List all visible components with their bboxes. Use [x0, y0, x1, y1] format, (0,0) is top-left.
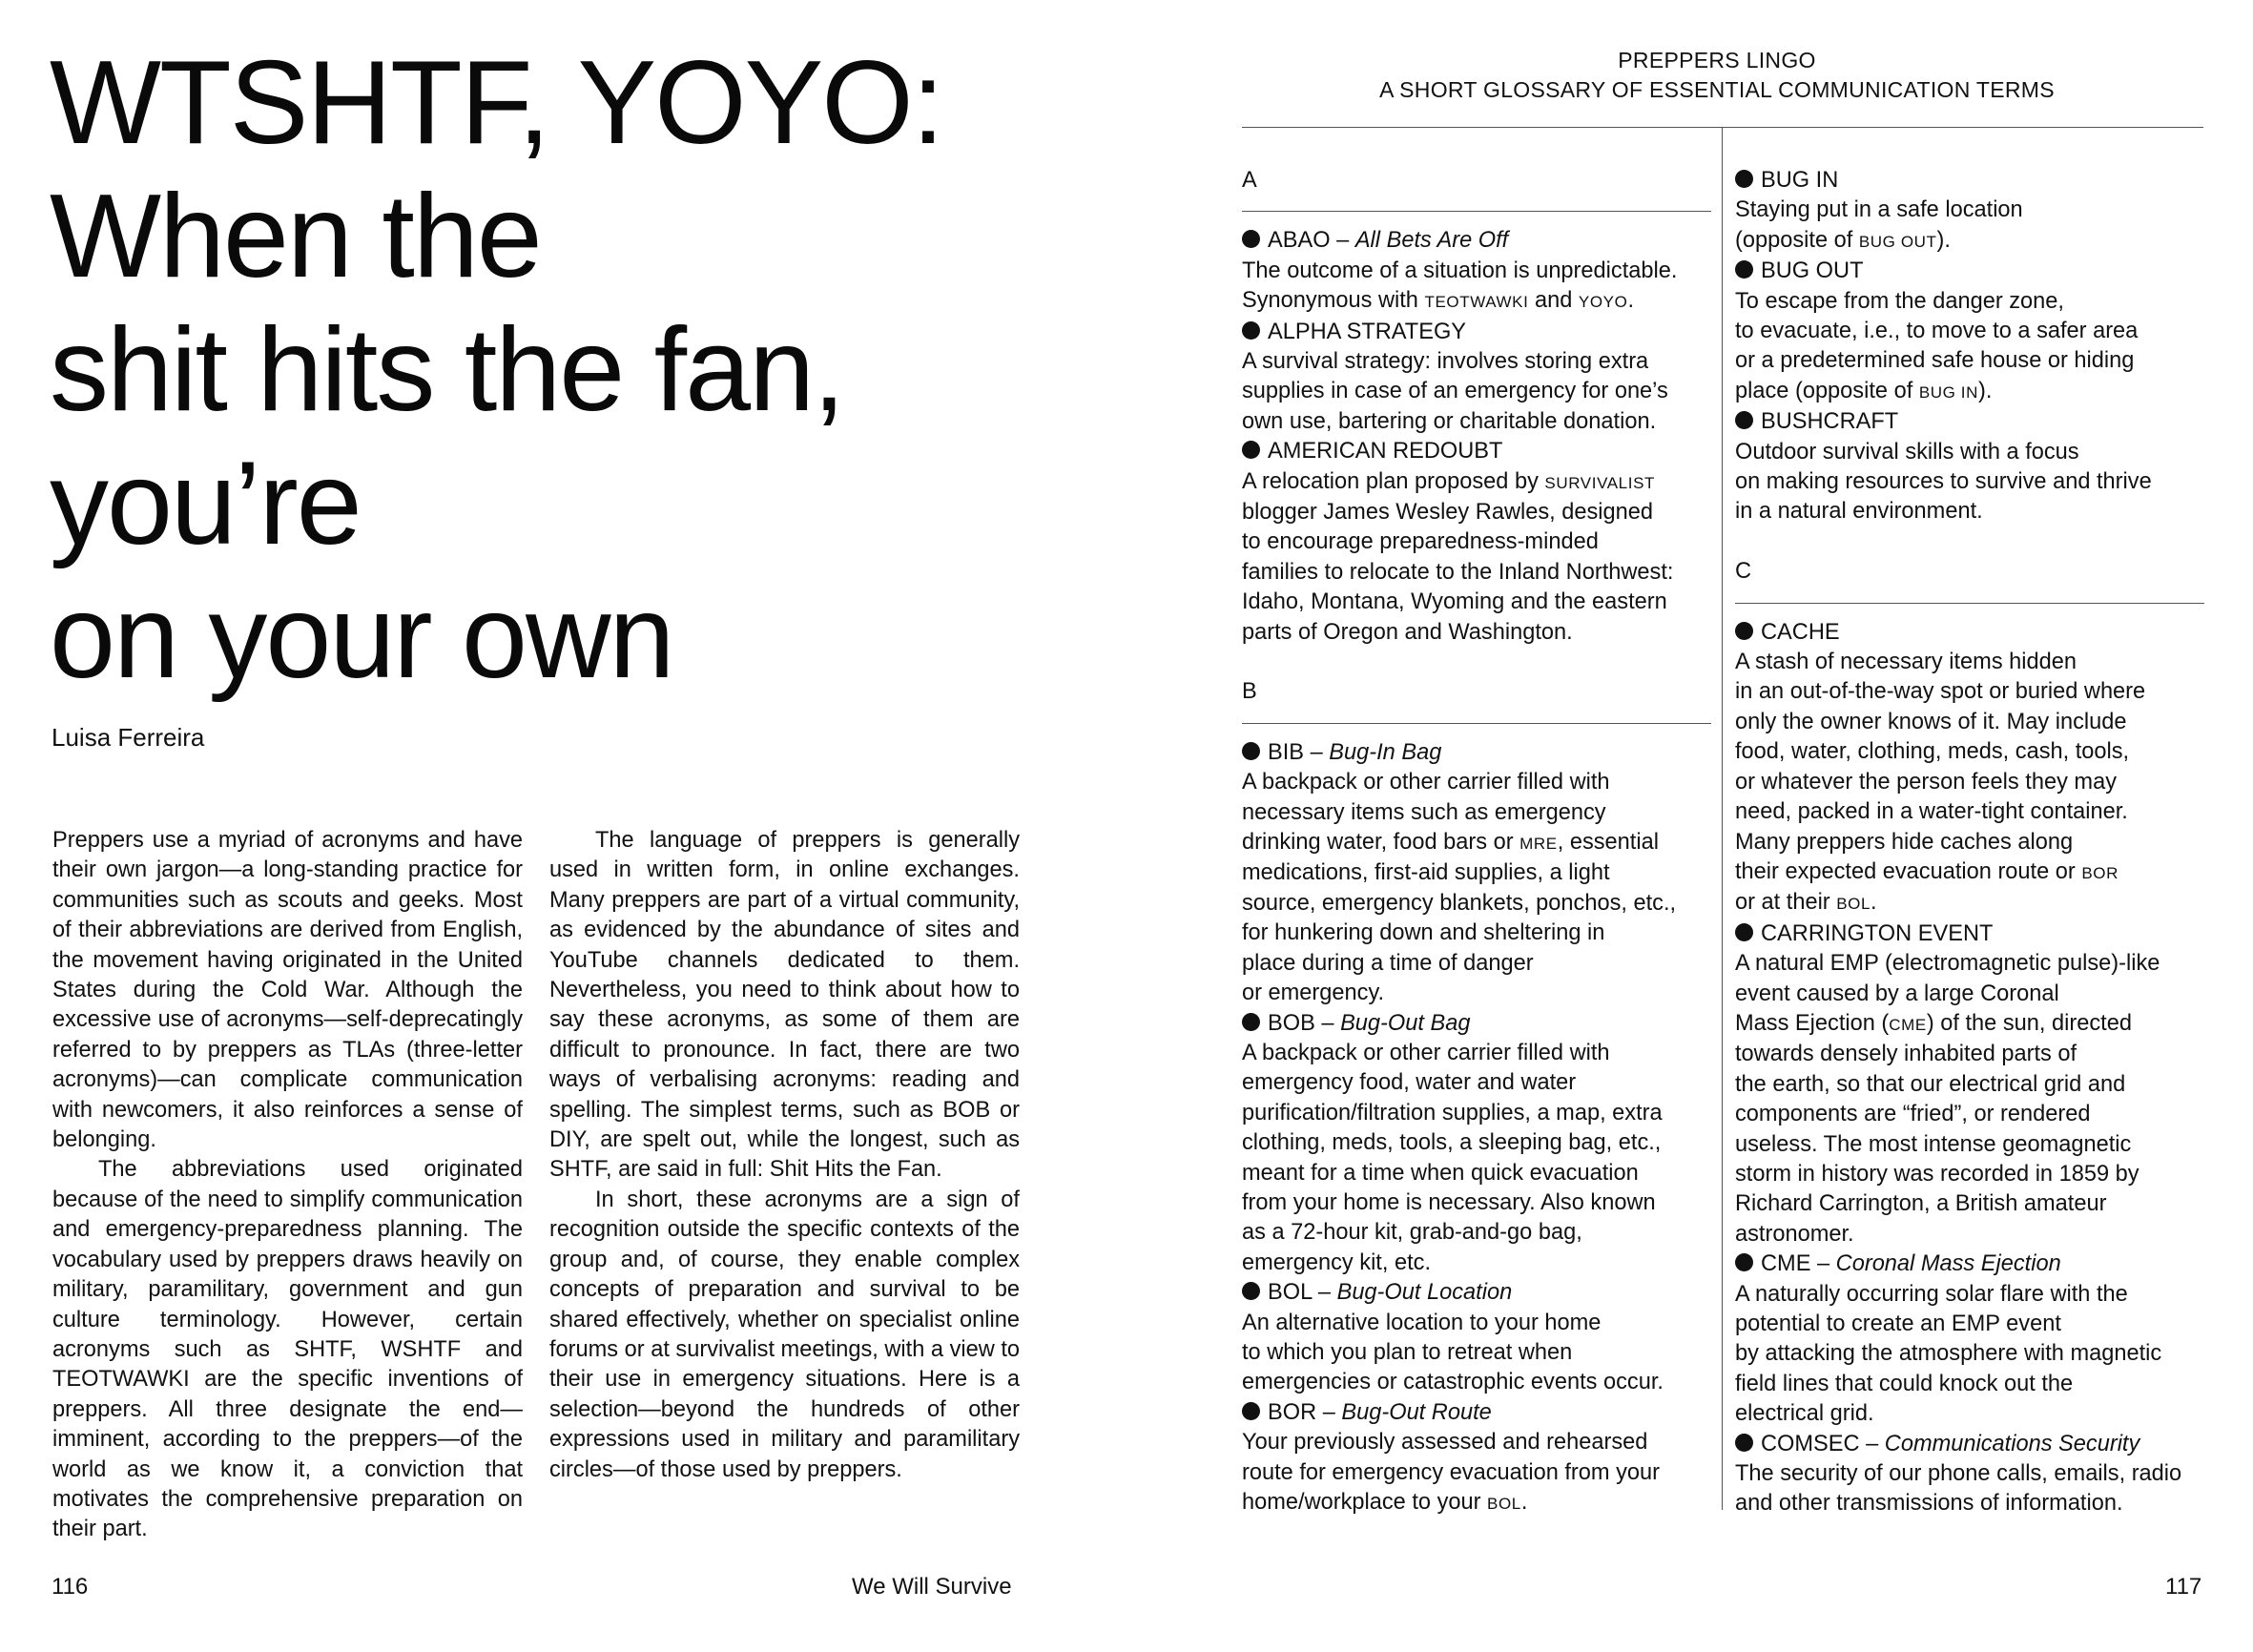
glossary-entry-bor: BOR – Bug-Out Route Your previously assessed and rehearsed route for emergency evacuation from your home/workplace to your BOL.	[1242, 1398, 1711, 1519]
glossary-title: PREPPERS LINGO	[1618, 48, 1816, 72]
bullet-icon	[1242, 1282, 1260, 1300]
small-caps-term: SURVIVALIST	[1544, 473, 1655, 492]
entry-expansion: Communications Security	[1884, 1431, 2140, 1456]
body-paragraph: Preppers use a myriad of acronyms and have their own jargon—a long-standing practice for communities such as scouts and geeks. Most of their abbreviations are derived from English, the movement having originated in the United States during the Cold War. Although the excessive use of acronyms—self-deprecatingly referred to by preppers as TLAs (three-letter acronyms)—can complicate communication with newcomers, it also reinforces a sense of belonging.	[52, 828, 523, 1153]
body-paragraph: The abbreviations used originated because of the need to simplify communication and emergency-preparedness planning. The vocabulary used by preppers draws heavily on military, paramilitary, government and gun culture terminology. However, certain acronyms such as SHTF, WSHTF and TEOTWAWKI are the specific inventions of preppers. All three designate the end—imminent, according to the preppers—of the world as we know it, a conviction that motivates the comprehensive preparation on their part.	[52, 1157, 523, 1542]
entry-definition-line: medications, first-aid supplies, a light	[1242, 860, 1610, 886]
entry-definition-line: The outcome of a situation is unpredictable.	[1242, 258, 1678, 283]
entry-definition-line: necessary items such as emergency	[1242, 799, 1606, 825]
entry-term: CME	[1761, 1251, 1811, 1277]
entry-term: BUG OUT	[1761, 258, 1864, 284]
small-caps-term: MRE	[1519, 835, 1558, 854]
column-divider	[1722, 127, 1723, 1510]
bullet-icon	[1242, 1013, 1260, 1031]
entry-definition-line: to which you plan to retreat when	[1242, 1339, 1573, 1365]
entry-definition-line: in a natural environment.	[1735, 499, 1983, 525]
entry-definition-line: A backpack or other carrier filled with	[1242, 770, 1610, 795]
entry-definition-line: need, packed in a water-tight container.	[1735, 799, 2128, 825]
entry-definition-line: Outdoor survival skills with a focus	[1735, 439, 2079, 465]
letter-rule	[1735, 603, 2204, 604]
entry-definition-line: useless. The most intense geomagnetic	[1735, 1131, 2132, 1157]
entry-definition-line: by attacking the atmosphere with magnetic	[1735, 1341, 2162, 1367]
entry-definition-line: to encourage preparedness-minded	[1242, 529, 1599, 555]
glossary-entry-abao: ABAO – All Bets Are Off The outcome of a situation is unpredictable. Synonymous with TEOTWAWKI and YOYO.	[1242, 226, 1711, 317]
entry-definition-line: families to relocate to the Inland Northwest:	[1242, 559, 1674, 585]
entry-expansion: Bug-In Bag	[1329, 739, 1442, 765]
entry-definition-line: potential to create an EMP event	[1735, 1311, 2061, 1336]
entry-definition-line: A stash of necessary items hidden	[1735, 650, 2077, 675]
small-caps-term: TEOTWAWKI	[1424, 293, 1529, 312]
entry-definition-line: Richard Carrington, a British amateur	[1735, 1191, 2107, 1217]
glossary-entry-bug-out: BUG OUT To escape from the danger zone, to evacuate, i.e., to move to a safer area or a predetermined safe house or hiding place (opposite of BUG IN).	[1735, 257, 2204, 407]
entry-definition-line: for hunkering down and sheltering in	[1242, 920, 1605, 946]
entry-definition-line: or a predetermined safe house or hiding	[1735, 348, 2135, 374]
entry-definition-line: place during a time of danger	[1242, 950, 1534, 976]
glossary-subtitle: A SHORT GLOSSARY OF ESSENTIAL COMMUNICATION TERMS	[1379, 77, 2055, 102]
entry-definition-line: field lines that could knock out the	[1735, 1371, 2074, 1396]
bullet-icon	[1735, 923, 1753, 941]
entry-term: CACHE	[1761, 619, 1840, 645]
entry-definition-line: meant for a time when quick evacuation	[1242, 1160, 1639, 1186]
entry-definition-line: components are “fried”, or rendered	[1735, 1102, 2091, 1127]
entry-definition-line: Many preppers hide caches along	[1735, 829, 2074, 855]
page-number-right: 117	[2165, 1574, 2202, 1600]
glossary-column-2	[1735, 166, 2204, 1519]
entry-definition-line: from your home is necessary. Also known	[1242, 1189, 1656, 1215]
entry-definition-line: parts of Oregon and Washington.	[1242, 619, 1573, 645]
entry-definition-line: emergencies or catastrophic events occur.	[1242, 1370, 1664, 1395]
entry-definition-line: own use, bartering or charitable donation.	[1242, 408, 1657, 434]
glossary-entry-american-redoubt: AMERICAN REDOUBT A relocation plan proposed by SURVIVALIST blogger James Wesley Rawles, designed to encourage preparedness-minded families to relocate to the Inland Northwest: Idaho, Montana, Wyoming and the eastern parts of Oregon and Washington.	[1242, 437, 1711, 648]
entry-definition-line: emergency kit, etc.	[1242, 1249, 1432, 1275]
entry-definition-line: blogger James Wesley Rawles, designed	[1242, 500, 1654, 526]
glossary-entry-bol: BOL – Bug-Out Location An alternative location to your home to which you plan to retreat when emergencies or catastrophic events occur.	[1242, 1278, 1711, 1398]
glossary-entry-bib: BIB – Bug-In Bag A backpack or other carrier filled with necessary items such as emergency drinking water, food bars or MRE, essential medications, first-aid supplies, a light source, emergency blankets, ponchos, etc., for hunkering down and sheltering in place during a time of danger or emergency.	[1242, 738, 1711, 1009]
headline-line: on your own	[50, 571, 673, 703]
entry-definition-line: electrical grid.	[1735, 1401, 1874, 1427]
entry-definition-line: on making resources to survive and thrive	[1735, 469, 2152, 495]
entry-definition-line: supplies in case of an emergency for one’s	[1242, 379, 1668, 404]
small-caps-term: BUG OUT	[1858, 232, 1937, 251]
article-headline	[50, 36, 1118, 704]
headline-line: When the	[50, 171, 541, 302]
entry-definition-line: or whatever the person feels they may	[1735, 769, 2117, 795]
entry-definition-line: source, emergency blankets, ponchos, etc.,	[1242, 890, 1677, 916]
bullet-icon	[1242, 230, 1260, 248]
entry-definition-line: A naturally occurring solar flare with the	[1735, 1281, 2128, 1307]
entry-definition-line: An alternative location to your home	[1242, 1310, 1602, 1335]
glossary-entry-cache: CACHE A stash of necessary items hidden in an out-of-the-way spot or buried where only the owner knows of it. May include food, water, clothing, meds, cash, tools, or whatever the person feels they may need, packed in a water-tight container. Many preppers hide caches along their expected evacuation route or BOR or at their BOL.	[1735, 618, 2204, 919]
entry-expansion: Coronal Mass Ejection	[1835, 1251, 2061, 1277]
entry-definition-line: storm in history was recorded in 1859 by	[1735, 1161, 2139, 1187]
entry-definition-line: only the owner knows of it. May include	[1735, 709, 2127, 734]
entry-term: BOR	[1268, 1399, 1317, 1425]
entry-term: BUSHCRAFT	[1761, 409, 1899, 435]
bullet-icon	[1242, 742, 1260, 760]
body-column-2	[549, 826, 1020, 1485]
bullet-icon	[1242, 441, 1260, 459]
bullet-icon	[1735, 411, 1753, 429]
entry-definition-line: route for emergency evacuation from your	[1242, 1459, 1661, 1485]
bullet-icon	[1735, 1434, 1753, 1452]
body-column-1	[52, 826, 523, 1545]
running-title: We Will Survive	[852, 1574, 1012, 1600]
entry-definition-line: purification/filtration supplies, a map, extra	[1242, 1100, 1663, 1125]
entry-definition-line: Your previously assessed and rehearsed	[1242, 1430, 1648, 1456]
entry-term: ABAO	[1268, 228, 1331, 254]
entry-term: CARRINGTON EVENT	[1761, 920, 1994, 946]
small-caps-term: BUG IN	[1918, 382, 1978, 402]
glossary-entry-cme: CME – Coronal Mass Ejection A naturally occurring solar flare with the potential to create an EMP event by attacking the atmosphere with magnetic field lines that could knock out the electrical grid.	[1735, 1249, 2204, 1429]
headline-line: you’re	[50, 438, 361, 569]
letter-heading-b: B	[1242, 679, 1257, 705]
glossary-entry-comsec: COMSEC – Communications Security The security of our phone calls, emails, radio and other transmissions of information.	[1735, 1430, 2204, 1519]
entry-expansion: Bug-Out Bag	[1340, 1010, 1471, 1036]
small-caps-term: BOL	[1836, 895, 1871, 914]
entry-expansion: Bug-Out Route	[1341, 1399, 1492, 1425]
entry-definition-line: A natural EMP (electromagnetic pulse)-like	[1735, 951, 2160, 977]
entry-definition-line: A backpack or other carrier filled with	[1242, 1040, 1610, 1065]
entry-definition-line: the earth, so that our electrical grid and	[1735, 1071, 2126, 1097]
entry-definition-line: and other transmissions of information.	[1735, 1491, 2123, 1517]
page-number-left: 116	[52, 1574, 89, 1600]
entry-definition-line: in an out-of-the-way spot or buried where	[1735, 679, 2146, 705]
bullet-icon	[1735, 622, 1753, 640]
glossary-heading	[1240, 46, 2194, 105]
body-paragraph: In short, these acronyms are a sign of recognition outside the specific contexts of the group and, of course, they enable complex concepts of preparation and survival to be shared effectively, whether on specialist online forums or at survivalist meetings, with a view to their use in emergency situations. Here is a selection—beyond the hundreds of other expressions used in military and paramilitary circles—of those used by preppers.	[549, 1187, 1021, 1482]
entry-term: AMERICAN REDOUBT	[1268, 439, 1503, 465]
entry-definition-line: or emergency.	[1242, 981, 1385, 1006]
letter-rule	[1242, 723, 1711, 724]
bullet-icon	[1735, 1253, 1753, 1271]
small-caps-term: BOR	[2081, 863, 2119, 882]
entry-definition-line: Staying put in a safe location	[1735, 197, 2023, 223]
entry-definition-line: The security of our phone calls, emails, radio	[1735, 1461, 2182, 1487]
entry-definition-line: emergency food, water and water	[1242, 1070, 1577, 1096]
entry-term: BOB	[1268, 1010, 1315, 1036]
glossary-column-1	[1242, 166, 1711, 1518]
glossary-entry-alpha-strategy	[1242, 318, 1711, 438]
entry-term: BOL	[1268, 1280, 1313, 1306]
small-caps-term: BOL	[1487, 1495, 1521, 1514]
bullet-icon	[1735, 260, 1753, 279]
heading-rule	[1242, 127, 2203, 128]
entry-definition-line: as a 72-hour kit, grab-and-go bag,	[1242, 1220, 1582, 1246]
bullet-icon	[1242, 1402, 1260, 1420]
entry-definition-line: clothing, meds, tools, a sleeping bag, etc.,	[1242, 1130, 1662, 1156]
entry-definition-line: to evacuate, i.e., to move to a safer area	[1735, 319, 2139, 344]
letter-heading-c: C	[1735, 559, 1752, 585]
entry-definition-line: A survival strategy: involves storing extra	[1242, 349, 1649, 375]
small-caps-term: CME	[1889, 1015, 1927, 1034]
letter-rule	[1242, 211, 1711, 212]
entry-definition-line: towards densely inhabited parts of	[1735, 1042, 2077, 1067]
glossary-entry-bug-in: BUG IN Staying put in a safe location (opposite of BUG OUT).	[1735, 166, 2204, 257]
bullet-icon	[1735, 170, 1753, 188]
entry-definition-line: To escape from the danger zone,	[1735, 288, 2064, 314]
entry-definition-line: astronomer.	[1735, 1221, 1854, 1247]
glossary-entry-bushcraft	[1735, 407, 2204, 527]
headline-line: WTSHTF, YOYO:	[50, 37, 943, 169]
entry-term: ALPHA STRATEGY	[1268, 319, 1467, 344]
entry-definition-line: event caused by a large Coronal	[1735, 981, 2059, 1006]
entry-expansion: All Bets Are Off	[1354, 228, 1509, 254]
entry-term: COMSEC	[1761, 1431, 1860, 1456]
headline-line: shit hits the fan,	[50, 304, 844, 436]
glossary-entry-bob: BOB – Bug-Out Bag A backpack or other carrier filled with emergency food, water and water purification/filtration supplies, a map, extra clothing, meds, tools, a sleeping bag, etc., meant for a time when quick evacuation from your home is necessary. Also known as a 72-hour kit, grab-and-go bag, emergency kit, etc.	[1242, 1009, 1711, 1279]
entry-definition-line: Idaho, Montana, Wyoming and the eastern	[1242, 589, 1667, 615]
author-byline: Luisa Ferreira	[52, 723, 205, 752]
bullet-icon	[1242, 321, 1260, 340]
entry-term: BIB	[1268, 739, 1305, 765]
glossary-entry-carrington-event: CARRINGTON EVENT A natural EMP (electromagnetic pulse)-like event caused by a large Coronal Mass Ejection (CME) of the sun, directed towards densely inhabited parts of the earth, so that our electrical grid and components are “fried”, or rendered useless. The most intense geomagnetic storm in history was recorded in 1859 by Richard Carrington, a British amateur astronomer.	[1735, 919, 2204, 1249]
small-caps-term: YOYO	[1578, 293, 1628, 312]
body-paragraph: The language of preppers is generally used in written form, in online exchanges. Many preppers are part of a virtual community, as evidenced by the abundance of sites and YouTube channels dedicated to them. Nevertheless, you need to think about how to say these acronyms, as some of them are difficult to pronounce. In fact, there are two ways of verbalising acronyms: reading and spelling. The simplest terms, such as BOB or DIY, are spelt out, while the longest, such as SHTF, are said in full: Shit Hits the Fan.	[549, 828, 1020, 1183]
entry-expansion: Bug-Out Location	[1336, 1280, 1513, 1306]
entry-term: BUG IN	[1761, 168, 1839, 193]
entry-definition-line: food, water, clothing, meds, cash, tools,	[1735, 739, 2130, 765]
letter-heading-a: A	[1242, 168, 1257, 193]
